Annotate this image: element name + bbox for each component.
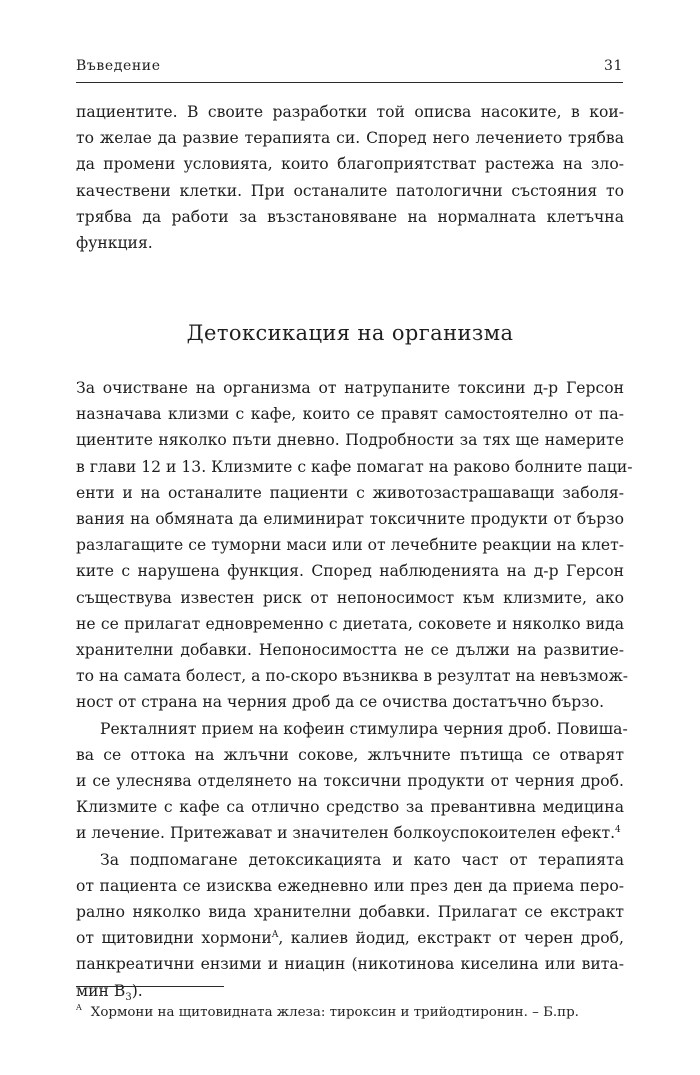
text-line: панкреатични ензими и ниацин (никотинова киселина или вита- bbox=[76, 955, 624, 974]
footnote-marker: A bbox=[76, 1003, 82, 1012]
footnote-text: Хормони на щитовидната жлеза: тироксин и трийодтиронин. – Б.пр. bbox=[90, 1005, 579, 1020]
line-text: , калиев йодид, екстракт от черен дроб, bbox=[278, 929, 624, 948]
section-title: Въведение bbox=[76, 58, 161, 74]
footnote-reference: A bbox=[271, 930, 279, 941]
line-text: ). bbox=[131, 981, 143, 1000]
text-line: енти и на останалите пациенти с животозастрашаващи заболя- bbox=[76, 483, 624, 502]
text-line: Клизмите с кафе са отлично средство за превантивна медицина bbox=[76, 798, 624, 817]
text-line: циентите няколко пъти дневно. Подробности за тях ще намерите bbox=[76, 431, 624, 450]
text-line: За очистване на организма от натрупаните токсини д-р Герсон bbox=[76, 379, 624, 397]
intro-paragraph bbox=[76, 99, 624, 256]
footnote-reference: 4 bbox=[615, 825, 621, 836]
body-text bbox=[76, 375, 633, 1004]
text-line: вания на обмяната да елиминират токсичните продукти от бързо bbox=[76, 510, 624, 529]
text-line: За подпомагане детоксикацията и като част от терапията bbox=[100, 850, 624, 869]
text-line: в глави 12 и 13. Клизмите с кафе помагат на раково болните паци- bbox=[76, 457, 633, 476]
text-line: разлагащите се туморни маси или от лечебните реакции на клет- bbox=[76, 536, 624, 555]
paragraph-supplements bbox=[76, 847, 624, 1004]
page-number: 31 bbox=[603, 58, 623, 74]
line-text: мин B bbox=[76, 981, 126, 1000]
text-line: то желае да развие терапията си. Според него лечението трябва bbox=[76, 129, 624, 148]
text-line: пациентите. В своите разработки той описва насоките, в кои- bbox=[76, 103, 624, 121]
line-text: от щитовидни хормони bbox=[76, 929, 272, 948]
header-divider bbox=[76, 82, 623, 83]
text-line: да промени условията, които благоприятстват растежа на зло- bbox=[76, 155, 624, 174]
footnote bbox=[76, 999, 624, 1022]
text-line: то на самата болест, а по-скоро възниква в резултат на невъзмож- bbox=[76, 667, 629, 686]
line-text: и лечение. Притежават и значителен болкоуспокоителен ефект. bbox=[76, 824, 616, 843]
text-line: ност от страна на черния дроб да се очиства достатъчно бързо. bbox=[76, 693, 605, 712]
text-line bbox=[76, 820, 624, 846]
text-line: назначава клизми с кафе, които се правят самостоятелно от па- bbox=[76, 405, 624, 424]
text-line bbox=[76, 925, 624, 951]
text-line: Ректалният прием на кофеин стимулира черния дроб. Повиша- bbox=[100, 719, 628, 738]
text-line: качествени клетки. При останалите патологични състояния то bbox=[76, 181, 624, 200]
paragraph-caffeine bbox=[76, 716, 628, 847]
text-line: функция. bbox=[76, 234, 153, 253]
text-line: не се прилагат едновременно с диетата, соковете и няколко вида bbox=[76, 614, 624, 633]
text-line: хранителни добавки. Непоносимостта не се дължи на развитие- bbox=[76, 641, 624, 660]
text-line: рално няколко вида хранителни добавки. Прилагат се екстракт bbox=[76, 903, 624, 922]
text-line: ва се оттока на жлъчни сокове, жлъчните пътища се отварят bbox=[76, 745, 624, 764]
section-heading: Детоксикация на организма bbox=[186, 321, 514, 345]
footnote-divider bbox=[76, 986, 224, 987]
text-line: и се улеснява отделянето на токсични продукти от черния дроб. bbox=[76, 772, 624, 791]
text-line: от пациента се изисква ежедневно или през ден да приема перо- bbox=[76, 876, 624, 895]
text-line: трябва да работи за възстановяване на нормалната клетъчна bbox=[76, 207, 624, 226]
running-header bbox=[76, 58, 623, 74]
text-line: съществува известен риск от непоносимост към клизмите, ако bbox=[76, 588, 624, 607]
subscript: 3 bbox=[125, 991, 132, 1003]
text-line: ките с нарушена функция. Според наблюденията на д-р Герсон bbox=[76, 562, 624, 581]
paragraph-detox-enemas bbox=[76, 375, 633, 716]
